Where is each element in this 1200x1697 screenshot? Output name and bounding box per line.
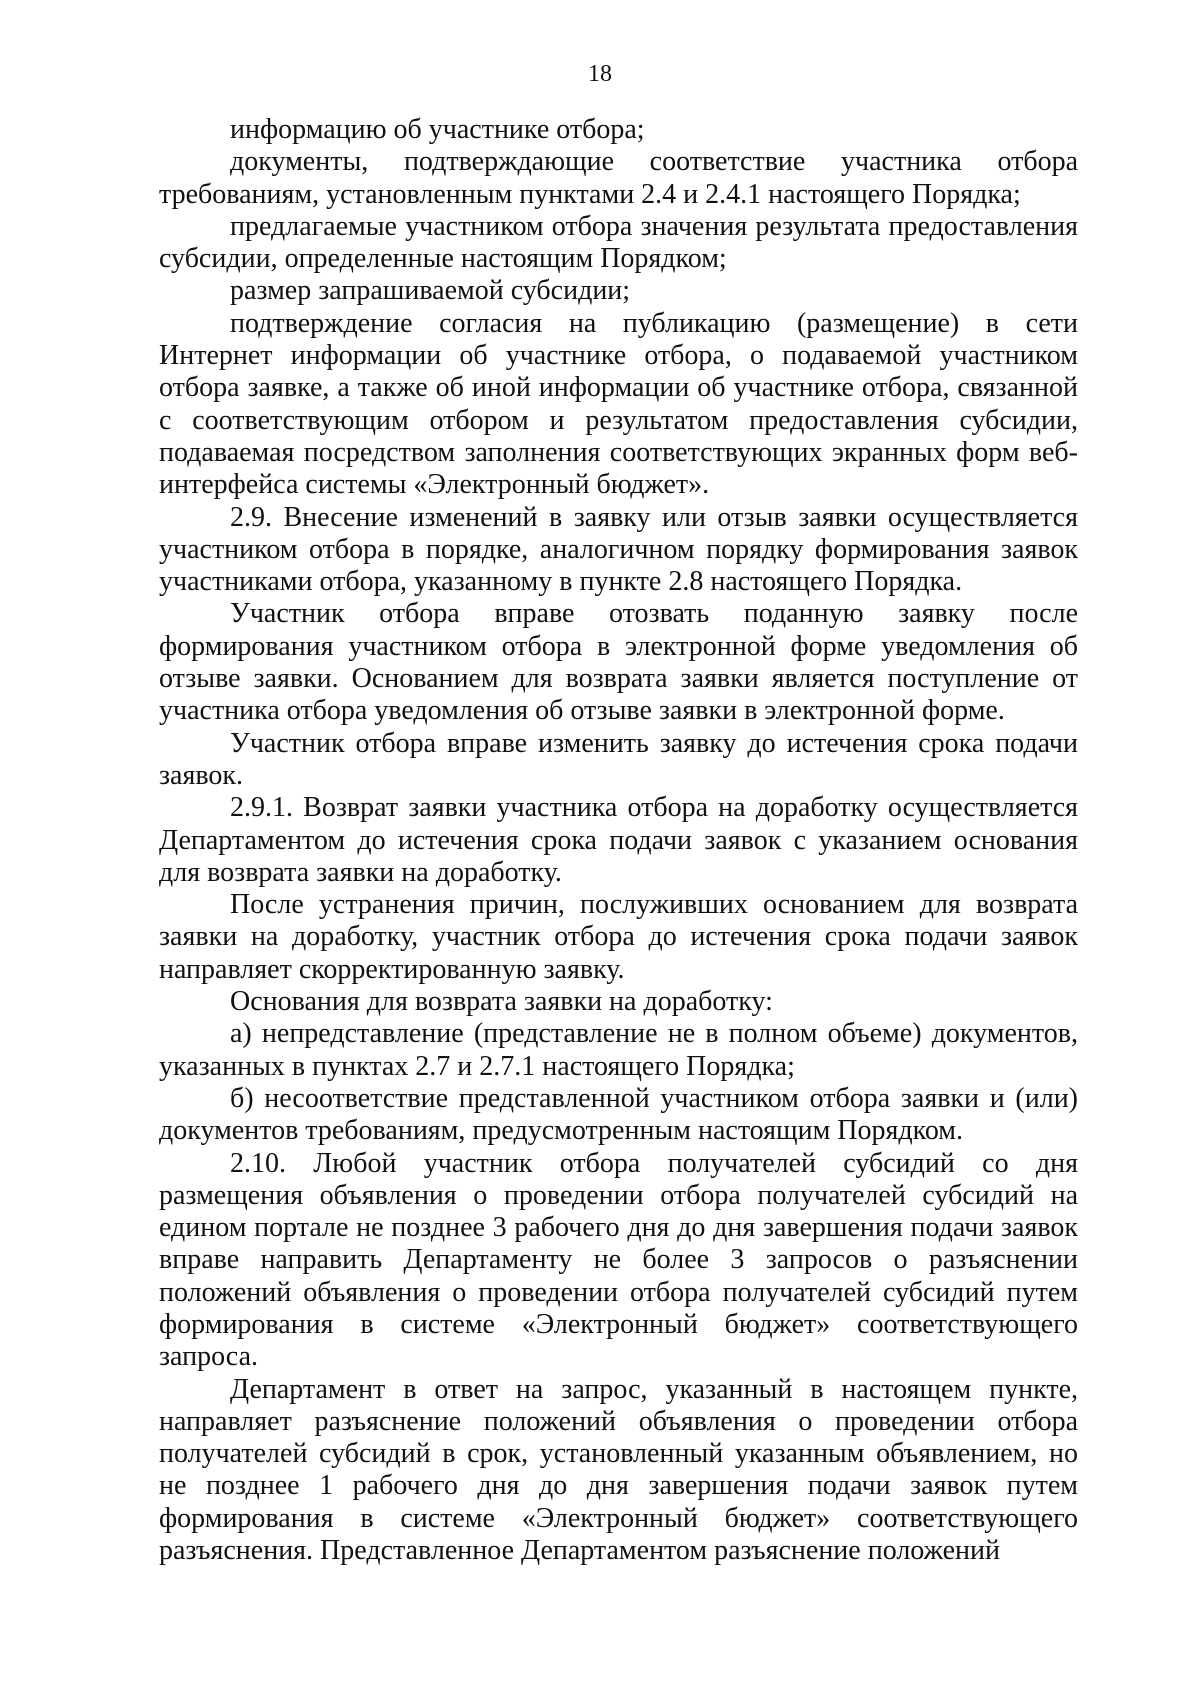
page-number: 18 [588, 61, 612, 87]
paragraph-participant-info: информацию об участнике отбора; [230, 114, 645, 145]
paragraph-resubmission: После устранения причин, послуживших основанием для возврата заявки на доработку, участник отбора до истечения срока подачи заявок направляет скорректированную заявку. [159, 889, 1078, 985]
paragraph-2-9-1: 2.9.1. Возврат заявки участника отбора на доработку осуществляется Департаментом до истечения срока подачи заявок с указанием основания для возврата заявки на доработку. [159, 792, 1078, 888]
paragraph-ground-a: а) непредставление (представление не в полном объеме) документов, указанных в пунктах 2.7 и 2.7.1 настоящего Порядка; [159, 1018, 1078, 1082]
paragraph-return-grounds-heading: Основания для возврата заявки на доработку: [230, 986, 773, 1018]
paragraph-2-10: 2.10. Любой участник отбора получателей субсидий со дня размещения объявления о проведении отбора получателей субсидий на едином портале не позднее 3 рабочего дня до дня завершения подачи заявок вправе направить Департаменту не более 3 запросов о разъяснении положений объявления о проведении отбора получателей субсидий путем формирования в системе «Электронный бюджет» соответствующего запроса. [159, 1147, 1078, 1373]
paragraph-ground-b: б) несоответствие представленной участником отбора заявки и (или) документов требованиям, предусмотренным настоящим Порядком. [159, 1082, 1078, 1147]
paragraph-withdraw-application: Участник отбора вправе отозвать поданную заявку после формирования участником отбора в электронной форме уведомления об отзыве заявки. Основанием для возврата заявки является поступление от участника отбора уведомления об отзыве заявки в электронной форме. [159, 598, 1078, 727]
paragraph-subsidy-amount: размер запрашиваемой субсидии; [230, 275, 631, 307]
paragraph-publication-consent: подтверждение согласия на публикацию (размещение) в сети Интернет информации об участнике отбора, о подаваемой участником отбора заявке, а также об иной информации об участнике отбора, связанной с соответствующим отбором и результатом предоставления субсидии, подаваемая посредством заполнения соответствующих экранных форм веб-интерфейса системы «Электронный бюджет». [159, 307, 1078, 501]
paragraph-2-9: 2.9. Внесение изменений в заявку или отзыв заявки осуществляется участником отбора в порядке, аналогичном порядку формирования заявок участниками отбора, указанному в пункте 2.8 настоящего Порядка. [159, 501, 1078, 598]
paragraph-modify-application: Участник отбора вправе изменить заявку до истечения срока подачи заявок. [159, 727, 1078, 791]
paragraph-result-values: предлагаемые участником отбора значения результата предоставления субсидии, определенные настоящим Порядком; [159, 210, 1078, 275]
paragraph-compliance-documents: документы, подтверждающие соответствие участника отбора требованиям, установленным пунктами 2.4 и 2.4.1 настоящего Порядка; [159, 146, 1078, 210]
paragraph-department-response: Департамент в ответ на запрос, указанный в настоящем пункте, направляет разъяснение положений объявления о проведении отбора получателей субсидий в срок, установленный указанным объявлением, но не позднее 1 рабочего дня до дня завершения подачи заявок путем формирования в системе «Электронный бюджет» соответствующего разъяснения. Представленное Департаментом разъяснение положений [159, 1373, 1078, 1567]
document-body [159, 114, 1078, 1567]
